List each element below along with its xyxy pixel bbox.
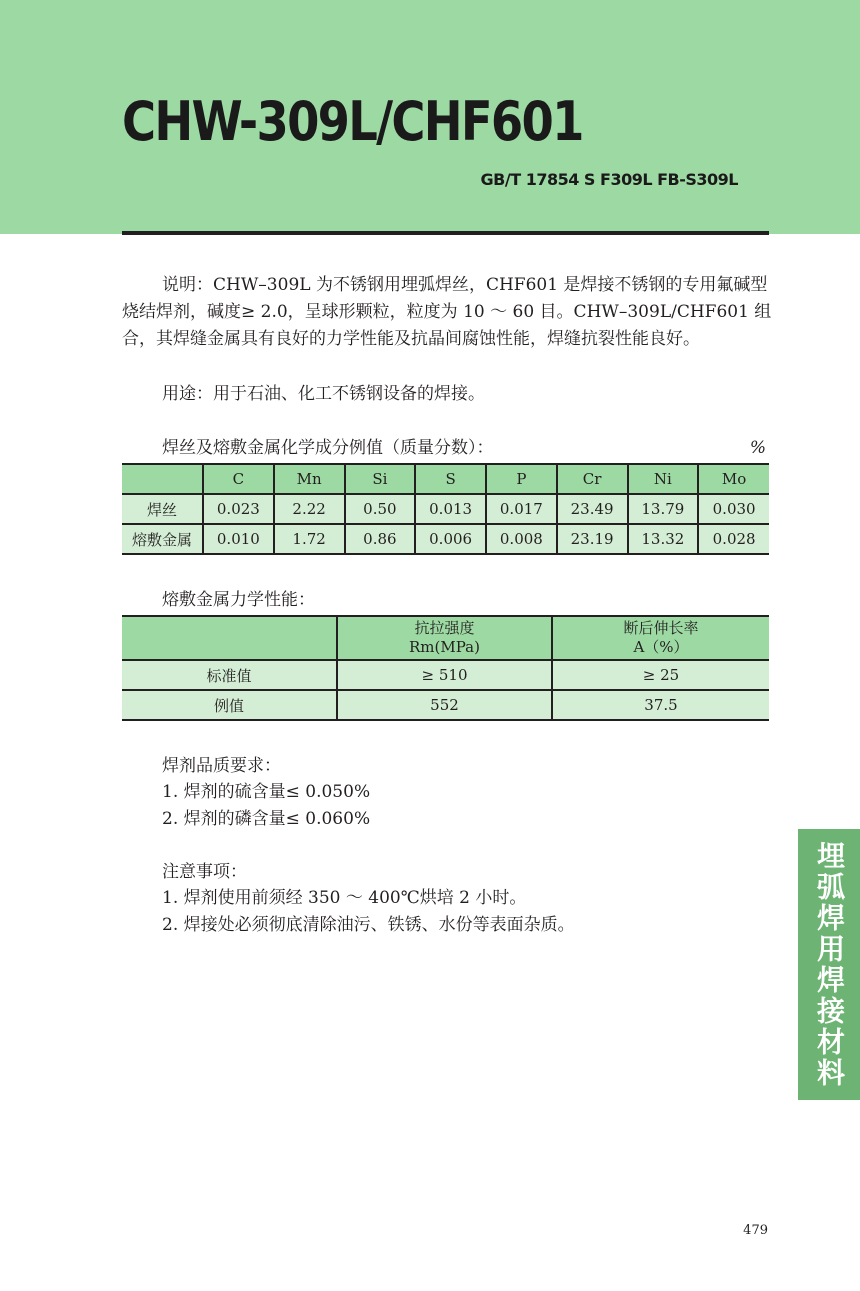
- notes-heading: 注意事项：: [162, 862, 247, 882]
- table-header-cell: [552, 616, 769, 660]
- table-cell: 0.006: [415, 524, 486, 554]
- chemical-composition-table: [122, 463, 769, 555]
- table-row: [122, 494, 769, 524]
- usage-text: 用于石油、化工不锈钢设备的焊接。: [213, 384, 485, 404]
- table-header-cell: [122, 464, 203, 494]
- header-line: 断后伸长率: [623, 619, 699, 637]
- mechanical-table-caption: 熔敷金属力学性能：: [162, 590, 315, 610]
- side-section-tab: [798, 829, 860, 1100]
- table-header-row: [122, 464, 769, 494]
- list-item: 2. 焊剂的磷含量≤ 0.060%: [162, 809, 371, 829]
- table-cell: 13.32: [628, 524, 699, 554]
- table-cell: 2.22: [274, 494, 345, 524]
- table-header-cell: S: [415, 464, 486, 494]
- table-cell: 0.013: [415, 494, 486, 524]
- table-cell: 0.028: [698, 524, 769, 554]
- description-label: 说明：: [162, 275, 213, 295]
- table-header-cell: Cr: [557, 464, 628, 494]
- table-row: [122, 690, 769, 720]
- table-cell: 0.023: [203, 494, 274, 524]
- description-paragraph: [122, 272, 772, 353]
- table-header-cell: Mn: [274, 464, 345, 494]
- table-cell: ≥ 510: [337, 660, 552, 690]
- flux-quality-heading: 焊剂品质要求：: [162, 756, 281, 776]
- table-header-cell: [122, 616, 337, 660]
- table-cell: 0.017: [486, 494, 557, 524]
- table-cell: 0.030: [698, 494, 769, 524]
- table-cell: 37.5: [552, 690, 769, 720]
- list-item: 1. 焊剂使用前须经 350 ～ 400℃烘培 2 小时。: [162, 888, 527, 908]
- header-line: Rm(MPa): [409, 638, 480, 656]
- page-number: 479: [743, 1223, 768, 1238]
- standard-designation: GB/T 17854 S F309L FB-S309L: [480, 170, 738, 189]
- table-cell: 例值: [122, 690, 337, 720]
- table-cell: 熔敷金属: [122, 524, 203, 554]
- list-item: 2. 焊接处必须彻底清除油污、铁锈、水份等表面杂质。: [162, 915, 575, 935]
- table-cell: 13.79: [628, 494, 699, 524]
- usage-paragraph: [122, 381, 772, 408]
- list-item: 1. 焊剂的硫含量≤ 0.050%: [162, 782, 371, 802]
- table-cell: 焊丝: [122, 494, 203, 524]
- description-text: CHW–309L 为不锈钢用埋弧焊丝，CHF601 是焊接不锈钢的专用氟碱型烧结焊剂，碱度≥ 2.0，呈球形颗粒，粒度为 10 ～ 60 目。CHW–309L/CHF601 组合，其焊缝金属具有良好的力学性能及抗晶间腐蚀性能，焊缝抗裂性能良好。: [122, 275, 772, 349]
- table-header-cell: Si: [345, 464, 416, 494]
- table-cell: 0.50: [345, 494, 416, 524]
- mechanical-properties-table: [122, 615, 769, 721]
- table-cell: 552: [337, 690, 552, 720]
- table-header-cell: P: [486, 464, 557, 494]
- header-band: [0, 0, 860, 234]
- table-cell: 23.19: [557, 524, 628, 554]
- table-header-row: [122, 616, 769, 660]
- table-cell: 1.72: [274, 524, 345, 554]
- table-row: [122, 524, 769, 554]
- table-cell: 0.86: [345, 524, 416, 554]
- table-row: [122, 660, 769, 690]
- table-header-cell: [337, 616, 552, 660]
- table-header-cell: C: [203, 464, 274, 494]
- chemical-table-caption: 焊丝及熔敷金属化学成分例值（质量分数）：: [162, 438, 494, 458]
- table-cell: 0.010: [203, 524, 274, 554]
- side-tab-label: 埋弧焊用焊接材料: [813, 840, 846, 1089]
- usage-label: 用途：: [162, 384, 213, 404]
- table-cell: ≥ 25: [552, 660, 769, 690]
- table-header-cell: Ni: [628, 464, 699, 494]
- header-rule: [122, 231, 769, 235]
- table-cell: 标准值: [122, 660, 337, 690]
- header-line: A（%）: [633, 638, 689, 656]
- header-line: 抗拉强度: [414, 619, 475, 637]
- notes-list: [162, 885, 575, 939]
- table-header-cell: Mo: [698, 464, 769, 494]
- page-title: CHW-309L/CHF601: [122, 90, 583, 153]
- table-cell: 23.49: [557, 494, 628, 524]
- flux-quality-list: [162, 779, 370, 833]
- chemical-unit: %: [749, 438, 766, 458]
- table-cell: 0.008: [486, 524, 557, 554]
